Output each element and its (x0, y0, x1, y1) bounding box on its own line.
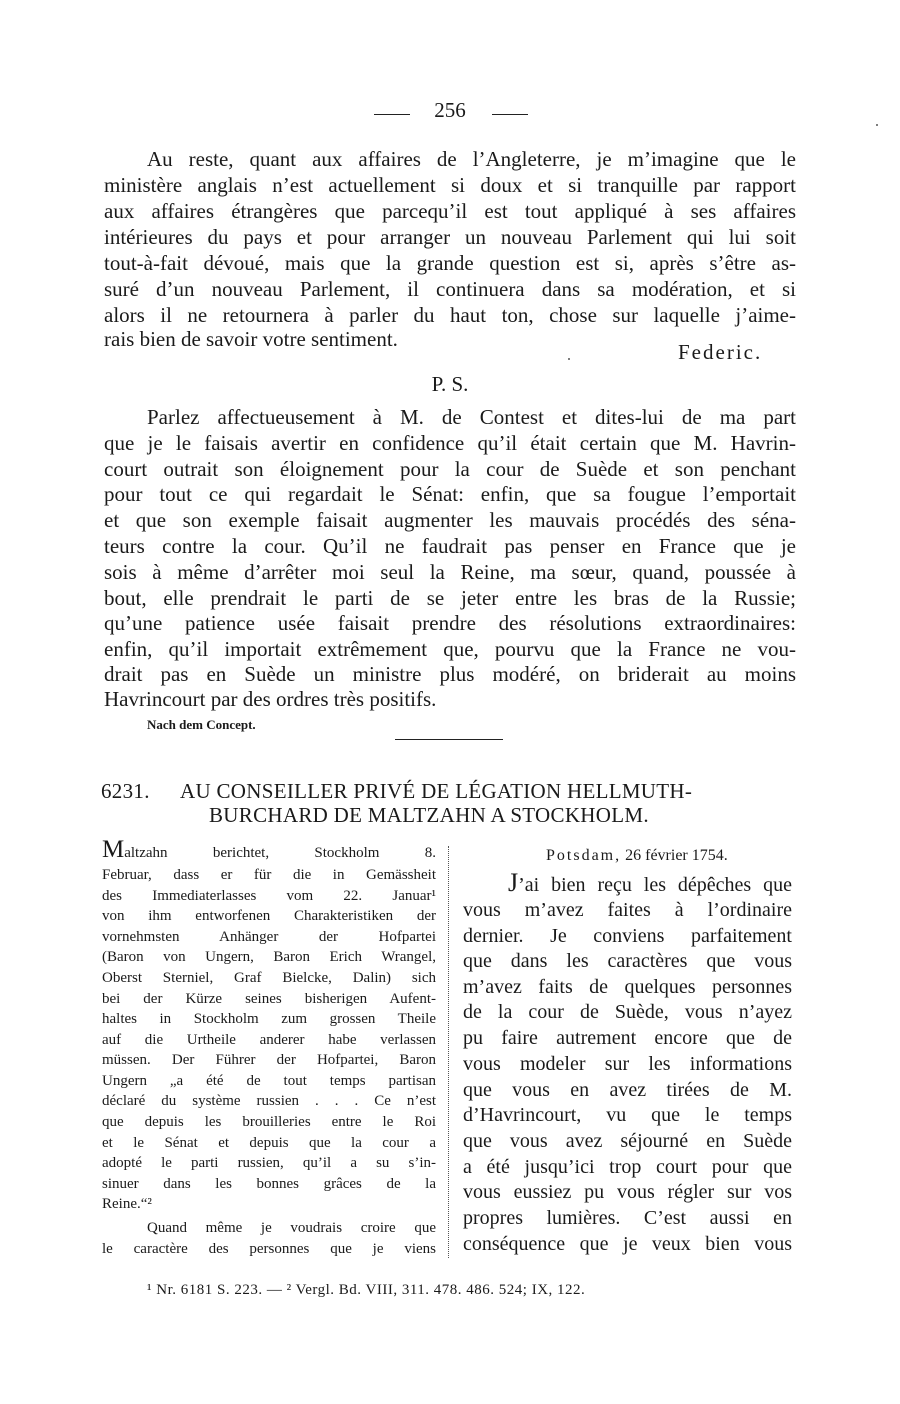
letter-line: vous modeler sur les informations (463, 1053, 792, 1075)
summary-line: Oberst Sterniel, Graf Bielcke, Dalin) sich (102, 970, 436, 986)
text-line: sois à même d’arrêter moi seul la Reine, ma sœur, quand, poussée à (104, 560, 796, 584)
letter-line: que vous avez séjourné en Suède (463, 1130, 792, 1152)
summary-line: Ungern „a été de tout temps partisan (102, 1073, 436, 1089)
letter-line: vous eussiez pu vous régler sur vos (463, 1181, 792, 1203)
letter-line: vous m’avez faites à l’ordinaire (463, 899, 792, 921)
dateline-place: Potsdam, (546, 847, 622, 864)
text-line: tout-à-fait dévoué, mais que la grande question est si, après s’être as- (104, 251, 796, 275)
letter-line: m’avez faits de quelques personnes (463, 976, 792, 998)
section-title: AU CONSEILLER PRIVÉ DE LÉGATION HELLMUTH- (180, 779, 693, 803)
column-divider (448, 846, 449, 1258)
summary-dropcap: M (102, 836, 125, 863)
scan-speck (568, 358, 570, 360)
text-line: enfin, qu’il importait extrêmement que, pourvu que la France ne vou- (104, 637, 796, 661)
text-line: intérieures du pays et pour arranger un nouveau Parlement qui lui soit (104, 225, 796, 249)
text-line: bout, elle prendrait le parti de se jeter entre les bras de la Russie; (104, 586, 796, 610)
letter-line: dernier. Je conviens parfaitement (463, 925, 792, 947)
text-line: Au reste, quant aux affaires de l’Angleterre, je m’imagine que le (147, 147, 796, 171)
text-line: aux affaires étrangères que parcequ’il est tout appliqué à ses affaires (104, 199, 796, 223)
summary-line: haltes in Stockholm zum grossen Theile (102, 1011, 436, 1027)
summary-line: que depuis les brouilleries entre le Roi (102, 1114, 436, 1130)
section-title-continued: BURCHARD DE MALTZAHN A STOCKHOLM. (209, 803, 649, 827)
letter-line: conséquence que je veux bien vous (463, 1233, 792, 1255)
summary-line: bei der Kürze seines bisherigen Aufent- (102, 991, 436, 1007)
text-line: que je le faisais avertir en confidence qu’il était certain que M. Havrin- (104, 431, 796, 455)
letter-line: que dans les caractères que vous (463, 950, 792, 972)
text-line: et que son exemple faisait augmenter les mauvais procédés des séna- (104, 508, 796, 532)
footnotes: ¹ Nr. 6181 S. 223. — ² Vergl. Bd. VIII, 311. 478. 486. 524; IX, 122. (147, 1282, 586, 1298)
letter-line: d’Havrincourt, vu que le temps (463, 1104, 792, 1126)
section-number: 6231. (101, 779, 150, 803)
summary-line: des Immediaterlasses vom 22. Januar¹ (102, 888, 436, 904)
text-line: Havrincourt par des ordres très positifs. (104, 687, 437, 711)
summary-line: (Baron von Ungern, Baron Erich Wrangel, (102, 949, 436, 965)
letter-line: pu faire autrement encore que de (463, 1027, 792, 1049)
summary-line: auf die Urtheile anderer habe verlassen (102, 1032, 436, 1048)
letter-line: propres lumières. C’est aussi en (463, 1207, 792, 1229)
text-line: ministère anglais n’est actuellement si doux et si tranquille par rapport (104, 173, 796, 197)
letter-dropcap: J (508, 868, 519, 897)
summary-line: déclaré du système russien . . . Ce n’est (102, 1093, 436, 1109)
letter-line: que vous en avez tirées de M. (463, 1079, 792, 1101)
text-line: drait pas en Suède un ministre plus modéré, on briderait au moins (104, 662, 796, 686)
summary-line: vornehmsten Anhänger der Hofpartei (102, 929, 436, 945)
signature: Federic. (678, 340, 763, 364)
summary-line: müssen. Der Führer der Hofpartei, Baron (102, 1052, 436, 1068)
summary-line: et le Sénat et depuis que la cour a (102, 1135, 436, 1151)
scan-speck (876, 124, 878, 126)
section-divider (395, 739, 503, 740)
postscript-heading: P. S. (431, 372, 469, 396)
summary-line: adopté le parti russien, qu’il a su s’in- (102, 1155, 436, 1171)
summary-line: sinuer dans les bonnes grâces de la (102, 1176, 436, 1192)
letter-line: a été jusqu’ici trop court pour que (463, 1156, 792, 1178)
text-line: Parlez affectueusement à M. de Contest et dites-lui de ma part (147, 405, 796, 429)
letter-line: de la cour de Suède, vous n’ayez (463, 1001, 792, 1023)
summary-continuation-line: Quand même je voudrais croire que (147, 1220, 436, 1236)
summary-first-line: Maltzahn berichtet, Stockholm 8. (102, 836, 436, 863)
page-number-rule-right (492, 114, 528, 115)
text-line: teurs contre la cour. Qu’il ne faudrait pas penser en France que je (104, 534, 796, 558)
dateline (546, 847, 728, 865)
letter-first-line: J’ai bien reçu les dépêches que (508, 868, 792, 897)
page-number-rule-left (374, 114, 410, 115)
summary-line: von ihm entworfenen Charakteristiken der (102, 908, 436, 924)
summary-continuation-line: le caractère des personnes que je viens (102, 1241, 436, 1257)
summary-line: Februar, dass er für die in Gemässheit (102, 867, 436, 883)
page-number: 256 (434, 98, 466, 122)
text-line: qu’une patience usée faisait prendre des résolutions extraordinaires: (104, 611, 796, 635)
source-note: Nach dem Concept. (147, 717, 256, 732)
text-line: rais bien de savoir votre sentiment. (104, 327, 398, 351)
text-line: court outrait son éloignement pour la cour de Suède et son penchant (104, 457, 796, 481)
text-line: suré d’un nouveau Parlement, il continuera dans sa modération, et si (104, 277, 796, 301)
summary-line: Reine.“² (102, 1196, 152, 1212)
dateline-date: 26 février 1754. (625, 847, 728, 864)
text-line: alors il ne retournera à parler du haut ton, chose sur laquelle j’aime- (104, 303, 796, 327)
text-line: pour tout ce qui regardait le Sénat: enfin, que sa fougue l’emportait (104, 482, 796, 506)
